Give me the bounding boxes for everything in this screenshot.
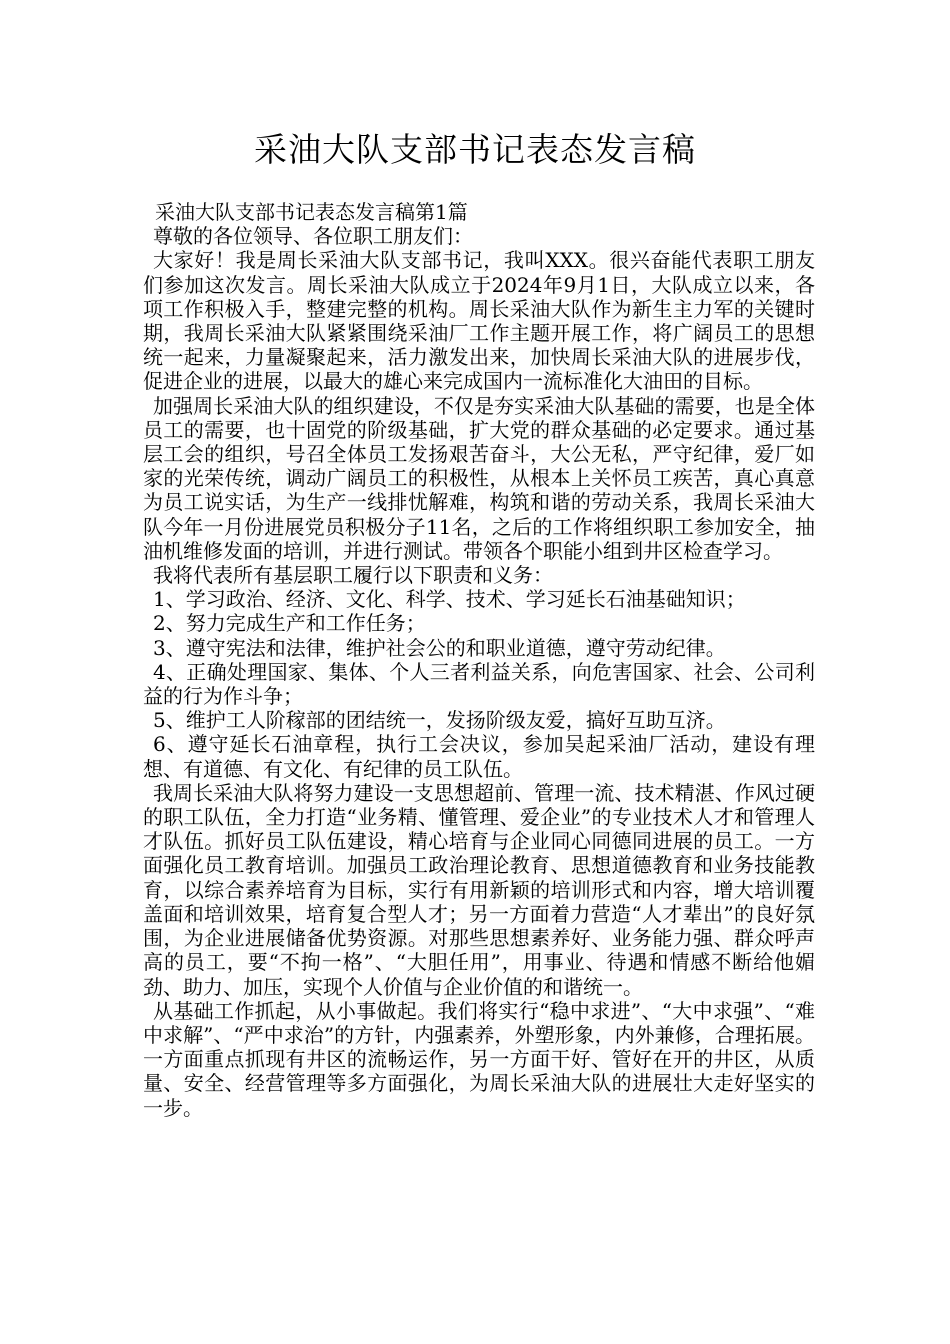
- duty-item-5: 5、维护工人阶稼部的团结统一，发扬阶级友爱，搞好互助互济。: [153, 708, 726, 733]
- paragraph-intro: 大家好！我是周长采油大队支部书记，我叫XXX。很兴奋能代表职工朋友们参加这次发言。周长采油大队成立于2024年9月1日，大队成立以来，各项工作积极入手，整建完整的机构。周长采油大队作为新生主力军的关键时期，我周长采油大队紧紧围绕采油厂工作主题开展工作，将广阔员工的思想统一起来，力量凝聚起来，活力激发出来，加快周长采油大队的进展步伐，促进企业的进展，以最大的雄心来完成国内一流标准化大油田的目标。: [143, 248, 815, 394]
- duty-item-2: 2、努力完成生产和工作任务；: [153, 611, 426, 636]
- paragraph-team-building: 我周长采油大队将努力建设一支思想超前、管理一流、技术精湛、作风过硬的职工队伍，全力打造“业务精、懂管理、爱企业”的专业技术人才和管理人才队伍。抓好员工队伍建设，精心培育与企业同心同德同进展的员工。一方面强化员工教育培训。加强员工政治理论教育、思想道德教育和业务技能教育，以综合素养培育为目标，实行有用新颖的培训形式和内容，增大培训覆盖面和培训效果，培育复合型人才；另一方面着力营造“人才辈出”的良好氛围，为企业进展储备优势资源。对那些思想素养好、业务能力强、群众呼声高的员工，要“不拘一格”、“大胆任用”，用事业、待遇和情感不断给他媚劲、助力、加压，实现个人价值与企业价值的和谐统一。: [143, 780, 815, 999]
- duty-item-3: 3、遵守宪法和法律，维护社会公的和职业道德，遵守劳动纪律。: [153, 635, 726, 660]
- duty-item-4: 4、正确处理国家、集体、个人三者利益关系，向危害国家、社会、公司利益的行为作斗争；: [143, 659, 815, 709]
- salutation: 尊敬的各位领导、各位职工朋友们：: [153, 224, 473, 249]
- article-subtitle: 采油大队支部书记表态发言稿第1篇: [155, 200, 468, 224]
- duty-item-1: 1、学习政治、经济、文化、科学、技术、学习延长石油基础知识；: [153, 587, 746, 612]
- paragraph-foundation-work: 从基础工作抓起，从小事做起。我们将实行“稳中求进”、“大中求强”、“难中求解”、“严中求治”的方针，内强素养，外塑形象，内外兼修，合理拓展。一方面重点抓现有井区的流畅运作，另一方面干好、管好在开的井区，从质量、安全、经营管理等多方面强化，为周长采油大队的进展壮大走好坚实的一步。: [143, 998, 815, 1120]
- paragraph-duties-intro: 我将代表所有基层职工履行以下职责和义务：: [153, 563, 553, 588]
- document-title: 采油大队支部书记表态发言稿: [254, 130, 696, 169]
- duty-item-6: 6、遵守延长石油章程，执行工会决议，参加吴起采油厂活动，建设有理想、有道德、有文化、有纪律的员工队伍。: [143, 732, 815, 781]
- document-body: [143, 200, 815, 1120]
- paragraph-organization: 加强周长采油大队的组织建设，不仅是夯实采油大队基础的需要，也是全体员工的需要，也十固党的阶级基础，扩大党的群众基础的必定要求。通过基层工会的组织，号召全体员工发扬艰苦奋斗，大公无私，严守纪律，爱厂如家的光荣传统，调动广阔员工的积极性，从根本上关怀员工疾苦，真心真意为员工说实话，为生产一线排忧解难，构筑和谐的劳动关系，我周长采油大队今年一月份进展党员积极分子11名，之后的工作将组织职工参加安全，抽油机维修发面的培训，并进行测试。带领各个职能小组到井区检查学习。: [143, 393, 815, 563]
